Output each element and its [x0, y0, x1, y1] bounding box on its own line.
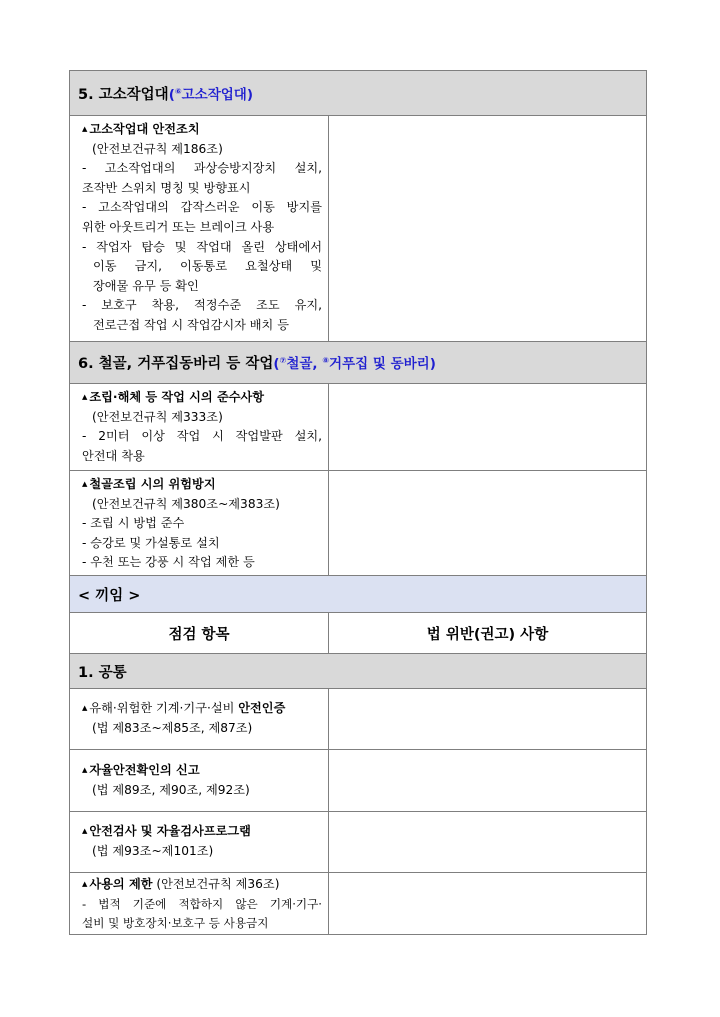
table-row	[70, 873, 647, 935]
violation-cell[interactable]	[329, 384, 647, 471]
detail-line: 조작반 스위치 명칭 및 방향표시	[82, 180, 251, 195]
bullet-triangle-icon: ▲	[82, 393, 88, 401]
detail-line: - 작업자 탑승 및 작업대 올린 상태에서	[82, 239, 322, 254]
legal-reference: (법 제93조~제101조)	[92, 844, 214, 858]
section-5-tag: (⑥고소작업대)	[168, 86, 254, 103]
legal-reference: (안전보건규칙 제380조~제383조)	[92, 496, 280, 511]
checklist-table	[69, 70, 647, 935]
detail-line: - 고소작업대의 과상승방지장치 설치,	[82, 161, 322, 176]
check-item-title: ▲ 안전검사 및 자율검사프로그램	[82, 824, 251, 839]
check-item-cell	[70, 812, 329, 873]
category-band-row	[70, 576, 647, 613]
check-item-cell	[70, 116, 329, 342]
column-header-row	[70, 613, 647, 654]
section-5-heading	[70, 71, 647, 116]
legal-reference: (안전보건규칙 제36조)	[152, 877, 280, 891]
table-row	[70, 689, 647, 750]
check-item-title: ▲ 고소작업대 안전조치	[82, 122, 200, 136]
detail-line: 장애물 유무 등 확인	[93, 278, 199, 293]
section-1-title: 1. 공통	[70, 654, 647, 689]
violation-cell[interactable]	[329, 116, 647, 342]
bullet-triangle-icon: ▲	[82, 704, 88, 713]
section-6-heading	[70, 342, 647, 384]
table-row	[70, 750, 647, 812]
section-5-header-row	[70, 71, 647, 116]
column-header-violations: 법 위반(권고) 사항	[329, 613, 647, 654]
category-band: < 끼임 >	[70, 576, 647, 613]
table-row	[70, 812, 647, 873]
detail-line: 설비 및 방호장치·보호구 등 사용금지	[82, 916, 269, 931]
section-5-title: 5. 고소작업대	[78, 86, 169, 103]
bullet-triangle-icon: ▲	[82, 765, 88, 774]
detail-line: 안전대 착용	[82, 448, 145, 463]
detail-line: - 2미터 이상 작업 시 작업발판 설치,	[82, 429, 322, 444]
table-row	[70, 471, 647, 576]
check-item-title: ▲ 유해·위험한 기계·기구·설비 안전인증	[82, 701, 286, 716]
legal-reference: (법 제89조, 제90조, 제92조)	[92, 782, 250, 797]
check-item-title: ▲ 자율안전확인의 신고	[82, 762, 200, 777]
check-item-cell	[70, 873, 329, 935]
detail-line: - 보호구 착용, 적정수준 조도 유지,	[82, 298, 322, 313]
detail-line: - 우천 또는 강풍 시 작업 제한 등	[82, 555, 255, 570]
check-item-cell	[70, 689, 329, 750]
detail-line: 전로근접 작업 시 작업감시자 배치 등	[93, 317, 289, 332]
detail-line: - 승강로 및 가설통로 설치	[82, 535, 220, 550]
legal-reference: (안전보건규칙 제333조)	[92, 409, 223, 424]
legal-reference: (법 제83조~제85조, 제87조)	[92, 721, 253, 735]
detail-line: - 조립 시 방법 준수	[82, 516, 185, 531]
bullet-triangle-icon: ▲	[82, 125, 88, 133]
bullet-triangle-icon: ▲	[82, 880, 88, 888]
table-row	[70, 384, 647, 471]
check-item-cell	[70, 750, 329, 812]
violation-cell[interactable]	[329, 873, 647, 935]
bullet-triangle-icon: ▲	[82, 827, 88, 836]
section-6-title: 6. 철골, 거푸집동바리 등 작업	[78, 356, 274, 372]
violation-cell[interactable]	[329, 689, 647, 750]
check-item-title: ▲ 사용의 제한 (안전보건규칙 제36조)	[82, 877, 280, 891]
section-6-header-row	[70, 342, 647, 384]
check-item-title: ▲ 조립·해체 등 작업 시의 준수사항	[82, 390, 265, 404]
table-row	[70, 116, 647, 342]
detail-line: - 고소작업대의 갑작스러운 이동 방지를	[82, 200, 322, 215]
violation-cell[interactable]	[329, 750, 647, 812]
bullet-triangle-icon: ▲	[82, 480, 88, 488]
violation-cell[interactable]	[329, 812, 647, 873]
column-header-check-items: 점검 항목	[70, 613, 329, 654]
check-item-cell	[70, 384, 329, 471]
detail-line: 이동 금지, 이동통로 요철상태 및	[93, 259, 322, 274]
section-6-tag: (⑦철골, ⑧거푸집 및 동바리)	[273, 356, 436, 372]
legal-reference: (안전보건규칙 제186조)	[92, 141, 223, 156]
detail-line: - 법적 기준에 적합하지 않은 기계·기구·	[82, 896, 322, 911]
check-item-cell	[70, 471, 329, 576]
section-1-header-row	[70, 654, 647, 689]
check-item-title: ▲ 철골조립 시의 위험방지	[82, 477, 216, 491]
detail-line: 위한 아웃트리거 또는 브레이크 사용	[82, 219, 275, 234]
violation-cell[interactable]	[329, 471, 647, 576]
